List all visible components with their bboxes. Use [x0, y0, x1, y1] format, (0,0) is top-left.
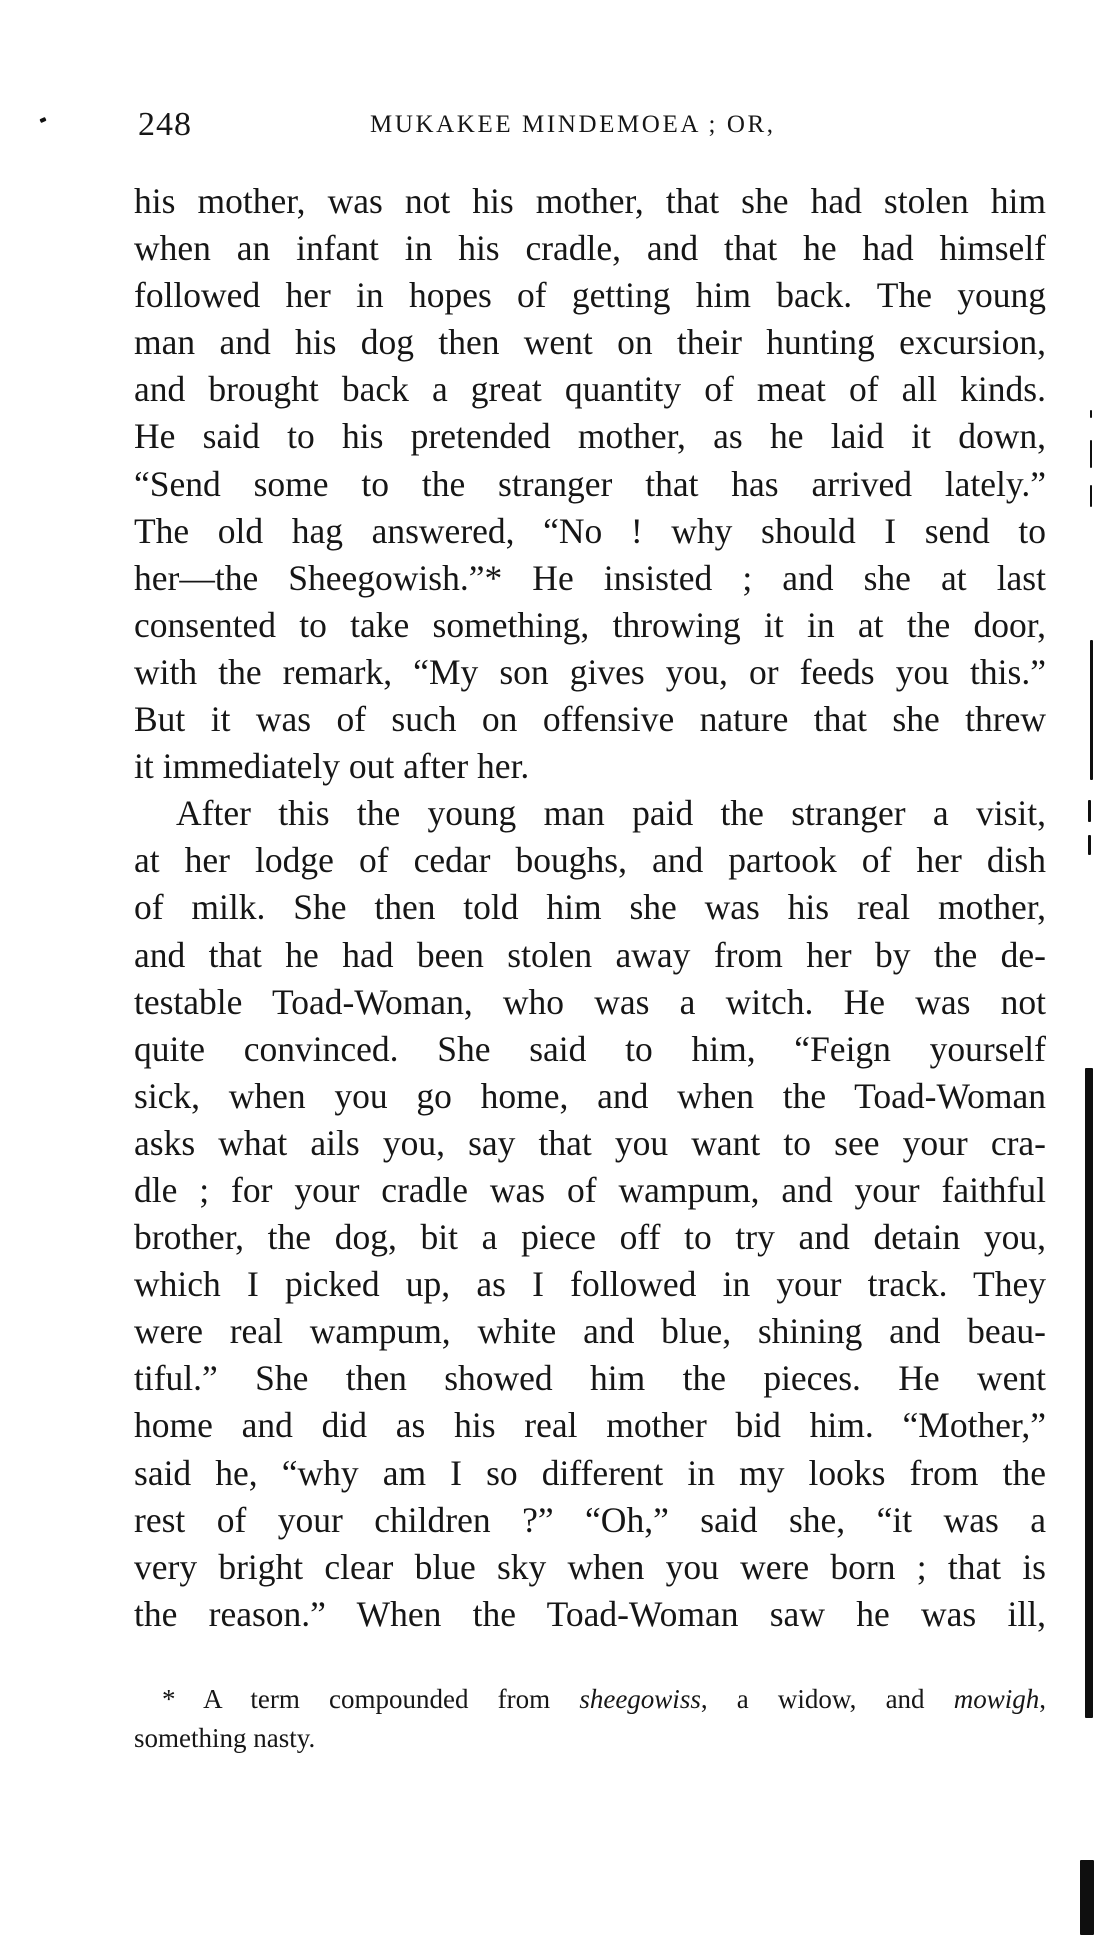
ink-speck — [39, 117, 46, 123]
text-line: “Send some to the stranger that has arrived lately.” — [134, 463, 1046, 504]
text-line: testable Toad-Woman, who was a witch. He was not — [134, 981, 1046, 1022]
text-line: After this the young man paid the stranger a visit, — [176, 793, 1046, 834]
edge-mark — [1090, 640, 1093, 780]
edge-mark — [1090, 485, 1092, 507]
text-line: home and did as his real mother bid him. “Mother,” — [134, 1405, 1046, 1446]
edge-mark — [1088, 800, 1091, 822]
text-line: his mother, was not his mother, that she had stolen him — [134, 181, 1046, 221]
text-line: rest of your children ?” “Oh,” said she, “it was a — [134, 1499, 1046, 1540]
running-head — [138, 100, 1048, 150]
text-line: The old hag answered, “No ! why should I send to — [134, 510, 1046, 551]
edge-mark — [1090, 440, 1092, 468]
edge-mark — [1080, 1860, 1094, 1935]
text-line: very bright clear blue sky when you were born ; that is — [134, 1546, 1046, 1587]
text-line: and that he had been stolen away from her by the de- — [134, 934, 1046, 975]
text-line: tiful.” She then showed him the pieces. He went — [134, 1358, 1046, 1399]
text-line: followed her in hopes of getting him back. The young — [134, 275, 1046, 316]
footnote-line — [134, 1680, 1046, 1719]
text-line: which I picked up, as I followed in your track. They — [134, 1264, 1046, 1305]
text-line: her—the Sheegowish.”* He insisted ; and she at last — [134, 557, 1046, 598]
text-line: quite convinced. She said to him, “Feign yourself — [134, 1028, 1046, 1069]
text-line: brother, the dog, bit a piece off to try and detain you, — [134, 1217, 1046, 1258]
footnote-star: * — [162, 1684, 176, 1714]
text-line: man and his dog then went on their hunting excursion, — [134, 322, 1046, 363]
running-title: MUKAKEE MINDEMOEA ; OR, — [370, 111, 776, 138]
text-line: of milk. She then told him she was his real mother, — [134, 887, 1046, 928]
edge-mark — [1090, 410, 1092, 418]
text-line: at her lodge of cedar boughs, and partook of her dish — [134, 840, 1046, 881]
footnote-text: A term compounded from — [175, 1684, 580, 1714]
footnote-term: mowigh — [953, 1684, 1040, 1714]
text-line: consented to take something, throwing it in at the door, — [134, 604, 1046, 645]
body-text — [134, 178, 1046, 1638]
text-line: the reason.” When the Toad-Woman saw he was ill, — [134, 1593, 1046, 1634]
edge-mark — [1085, 1068, 1093, 1718]
footnote-line: something nasty. — [134, 1723, 316, 1753]
text-line: said he, “why am I so different in my looks from the — [134, 1452, 1046, 1493]
footnote — [134, 1680, 1046, 1758]
text-line: But it was of such on offensive nature that she threw — [134, 699, 1046, 740]
footnote-text: , a widow, and — [700, 1684, 954, 1714]
edge-mark — [1088, 835, 1091, 855]
text-line: with the remark, “My son gives you, or feeds you this.” — [134, 651, 1046, 692]
footnote-text: , — [1039, 1684, 1047, 1714]
text-line: it immediately out after her. — [134, 746, 530, 787]
text-line: when an infant in his cradle, and that he had himself — [134, 228, 1046, 269]
footnote-term: sheegowiss — [579, 1684, 701, 1714]
text-line: asks what ails you, say that you want to see your cra- — [134, 1122, 1046, 1163]
text-line: sick, when you go home, and when the Toad-Woman — [134, 1075, 1046, 1116]
text-line: were real wampum, white and blue, shining and beau- — [134, 1311, 1046, 1352]
text-line: He said to his pretended mother, as he laid it down, — [134, 416, 1046, 457]
text-line: and brought back a great quantity of meat of all kinds. — [134, 369, 1046, 410]
text-line: dle ; for your cradle was of wampum, and your faithful — [134, 1169, 1046, 1210]
page-number: 248 — [138, 106, 192, 143]
